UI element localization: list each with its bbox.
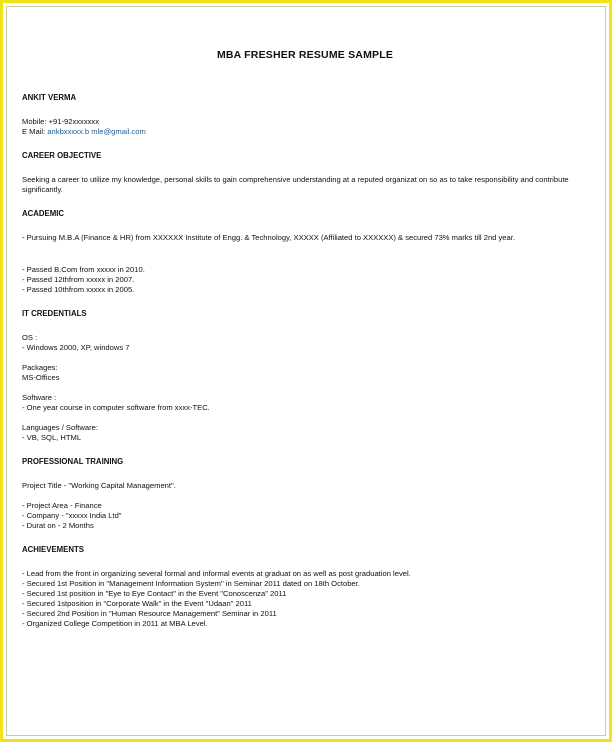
packages-value: MS-Offices	[22, 373, 60, 382]
os-label: OS :	[22, 333, 38, 342]
languages-value: - VB, SQL, HTML	[22, 433, 82, 442]
resume-title: MBA FRESHER RESUME SAMPLE	[216, 49, 394, 61]
academic-pursuing: - Pursuing M.B.A (Finance & HR) from XXXXXX Institute of Engg. & Technology, XXXXX (Affiliated to XXXXXX) & secured 73% marks till 2nd year.	[22, 233, 515, 242]
email-line	[22, 127, 588, 137]
academic-item: - Passed B.Com from xxxxx in 2010.	[22, 265, 145, 274]
achievement-item: - Secured 1stposition in "Corporate Walk" in the Event "Udaan" 2011	[22, 599, 252, 608]
training-item: - Company - "xxxxx India Ltd"	[22, 511, 122, 520]
it-credentials-heading: IT CREDENTIALS	[22, 309, 87, 318]
email-label: E Mail:	[22, 127, 48, 136]
email-link[interactable]: ankbxxxxx.b mle@gmail.com	[47, 127, 146, 136]
project-title: Project Title - "Working Capital Management".	[22, 481, 176, 490]
os-value: - Windows 2000, XP, windows 7	[22, 343, 130, 352]
achievement-item: - Secured 1st Position in "Management Information System" in Seminar 2011 dated on 18th October.	[22, 579, 360, 588]
mobile-line: Mobile: +91-92xxxxxxx	[22, 117, 100, 126]
resume-document	[22, 50, 588, 629]
achievements-heading: ACHIEVEMENTS	[22, 545, 84, 554]
professional-training-heading: PROFESSIONAL TRAINING	[22, 457, 124, 466]
candidate-name: ANKIT VERMA	[22, 93, 77, 102]
career-objective-heading: CAREER OBJECTIVE	[22, 151, 102, 160]
achievement-item: - Secured 1st position in "Eye to Eye Contact" in the Event "Conoscenza" 2011	[22, 589, 287, 598]
languages-label: Languages / Software:	[22, 423, 98, 432]
achievement-item: - Lead from the front in organizing several formal and informal events at graduat on as well as post graduation level.	[22, 569, 411, 578]
training-item: - Project Area - Finance	[22, 501, 102, 510]
achievement-item: - Organized College Competition in 2011 at MBA Level.	[22, 619, 208, 628]
training-item: - Durat on - 2 Months	[22, 521, 94, 530]
career-objective-text: Seeking a career to utilize my knowledge, personal skills to gain comprehensive understanding at a reputed organizat on so as to take responsibility and contribute significantly.	[22, 175, 569, 194]
software-value: - One year course in computer software from xxxx-TEC.	[22, 403, 210, 412]
academic-heading: ACADEMIC	[22, 209, 65, 218]
achievement-item: - Secured 2nd Position in "Human Resource Management" Seminar in 2011	[22, 609, 277, 618]
software-label: Software :	[22, 393, 57, 402]
academic-item: - Passed 10thfrom xxxxx in 2005.	[22, 285, 135, 294]
academic-item: - Passed 12thfrom xxxxx in 2007.	[22, 275, 135, 284]
packages-label: Packages:	[22, 363, 58, 372]
